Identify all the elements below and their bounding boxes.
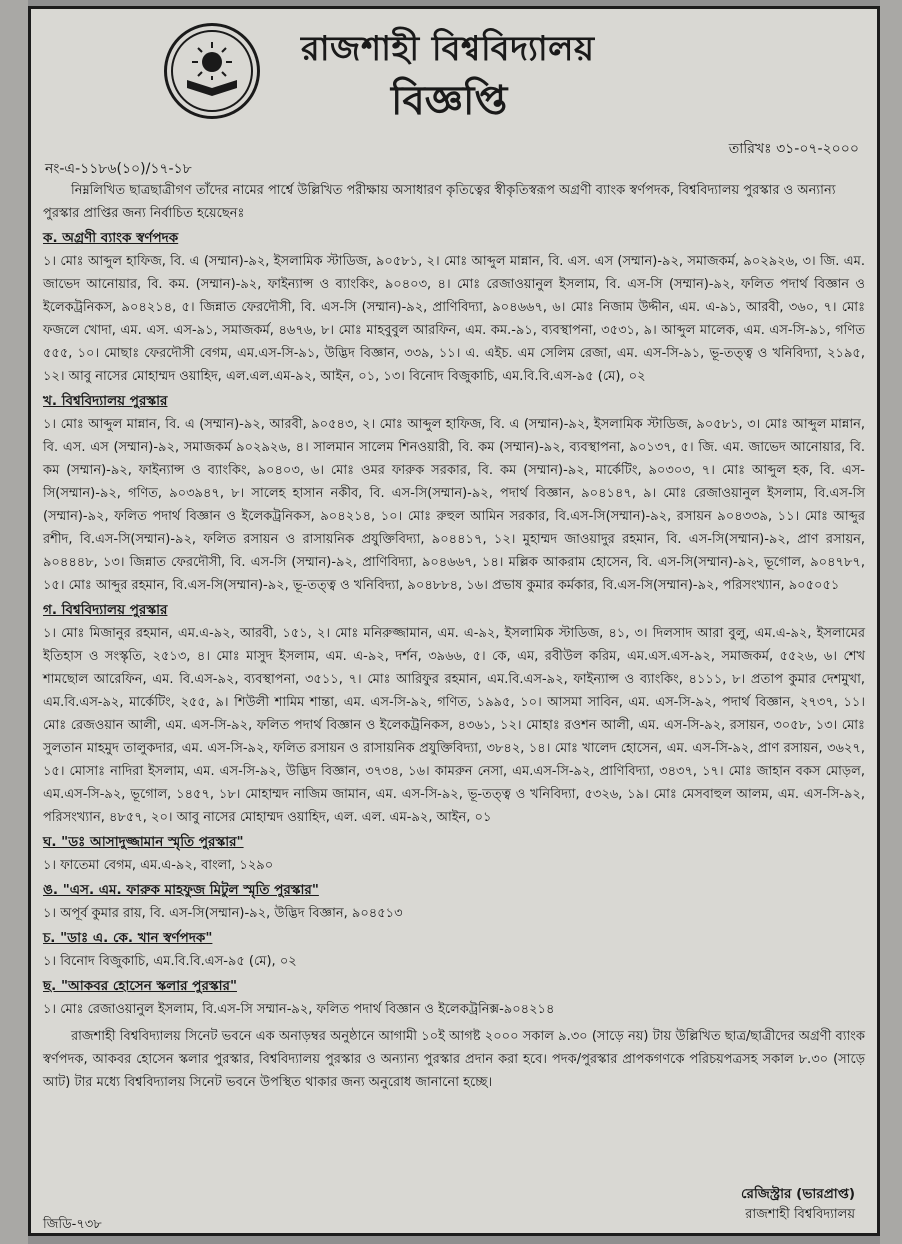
newspaper-background-right [880,0,902,1244]
ad-code: জিডি-৭৩৮ [43,1217,102,1232]
intro-paragraph: নিম্নলিখিত ছাত্রছাত্রীগণ তাঁদের নামের পার্শ্বে উল্লিখিত পরীক্ষায় অসাধারণ কৃতিত্বের স্বীকৃতিস্বরূপ অগ্রণী ব্যাংক স্বর্ণপদক, বিশ্ববিদ্যালয় পুরস্কার ও অন্যান্য পুরস্কার প্রাপ্তির জন্য নির্বাচিত হয়েছেনঃ [43,183,836,221]
notice-subtitle: বিজ্ঞপ্তি [391,77,508,124]
section-university-award-1 [43,390,865,597]
notice-box [28,6,880,1236]
section-list: ১। মোঃ রেজাওয়ানুল ইসলাম, বি.এস-সি সম্মান-৯২, ফলিত পদার্থ বিজ্ঞান ও ইলেকট্রনিক্স-৯০৪২১৪ [43,1002,555,1017]
section-heading: খ. বিশ্ববিদ্যালয় পুরস্কার [43,393,168,409]
notice-date: তারিখঃ ৩১-০৭-২০০০ [728,141,859,157]
section-agrani-bank-gold-medal [43,227,865,388]
section-heading: ক. অগ্রণী ব্যাংক স্বর্ণপদক [43,230,179,246]
section-university-award-2 [43,599,865,829]
signature-org: রাজশাহী বিশ্ববিদ্যালয় [745,1207,855,1222]
section-akbar-hossain-scholar-award [43,975,865,1021]
newspaper-background-left [0,0,28,1244]
section-list: ১। বিনোদ বিজুকাচি, এম.বি.বি.এস-৯৫ (মে), ০২ [43,954,297,969]
memo-number: নং-এ-১১৮৬(১০)/১৭-১৮ [45,161,192,177]
section-ak-khan-gold-medal [43,927,865,973]
section-list: ১। মোঃ মিজানুর রহমান, এম.এ-৯২, আরবী, ১৫১, ২। মোঃ মনিরুজ্জামান, এম. এ-৯২, ইসলামিক স্টাডিজ, ৪১, ৩। দিলসাদ আরা বুলু, এম.এ-৯২, ইসলামের ইতিহাস ও সংস্কৃতি, ২৫১৩, ৪। মোঃ মাসুদ ইসলাম, এম. এ-৯২, দর্শন, ৩৯৬৬, ৫। কে, এম, রবীউল করিম, এম.এস.এস-৯২, সমাজকর্ম, ৫৫২৬, ৬। শেখ শামছোল আরেফিন, এম. বি.এস-৯২, ব্যবস্থাপনা, ৩৫১১, ৭। মোঃ আরিফুর রহমান, এম.বি.এস-৯২, ফাইন্যান্স ও ব্যাংকিং, ৪১১১, ৮। প্রতাপ কুমার দেশমুখা, এম.বি.এস-৯২, মার্কেটিং, ২৫৫, ৯। শিউলী শামিম শান্তা, এম. এস-সি-৯২, গণিত, ১৯৯৫, ১০। আসমা সাবিন, এম. এস-সি-৯২, পদার্থ বিজ্ঞান, ২৭৩৭, ১১। মোঃ রেজওয়ান আলী, এম. এস-সি-৯২, ফলিত পদার্থ বিজ্ঞান ও ইলেকট্রনিকস, ৪৩৬১, ১২। মোহাঃ রওশন আলী, এম. এস-সি-৯২, রসায়ন, ৩০৫৮, ১৩। মোঃ সুলতান মাহমুদ তালুকদার, এম. এস-সি-৯২, ফলিত রসায়ন ও রাসায়নিক প্রযুক্তিবিদ্যা, ৩৮৪২, ১৪। মোঃ খালেদ হোসেন, এম. এস-সি-৯২, প্রাণ রসায়ন, ৩৬২৭, ১৫। মোসাঃ নাদিরা ইসলাম, এম. এস-সি-৯২, উদ্ভিদ বিজ্ঞান, ৩৭৩৪, ১৬। কামরুন নেসা, এম.এস-সি-৯২, প্রাণিবিদ্যা, ৩৪৩৭, ১৭। মোঃ জাহান বকস মোড়ল, এম.এস-সি-৯২, ভূগোল, ১৪৫৭, ১৮। মোহাম্মদ নাজিম জামান, এম. এস-সি-৯২, ভূ-তত্ত্ব ও খনিবিদ্যা, ৫৩২৬, ১৯। মোঃ মেসবাহুল আলম, এম. এস-সি-৯২, পরিসংখ্যান, ৪৮৫৭, ২০। আবু নাসের মোহাম্মদ ওয়াহিদ, এল. এল. এম-৯২, আইন, ০১ [43,626,865,825]
university-seal-icon [164,23,260,119]
section-mitul-memorial-award [43,879,865,925]
section-list: ১। অপূর্ব কুমার রায়, বি. এস-সি(সম্মান)-৯২, উদ্ভিদ বিজ্ঞান, ৯০৪৫১৩ [43,906,403,921]
section-heading: গ. বিশ্ববিদ্যালয় পুরস্কার [43,602,168,618]
section-heading: চ. "ডাঃ এ. কে. খান স্বর্ণপদক" [43,930,213,946]
section-list: ১। মোঃ আব্দুল হাফিজ, বি. এ (সম্মান)-৯২, ইসলামিক স্টাডিজ, ৯০৫৮১, ২। মোঃ আব্দুল মান্নান, বি. এস. এস (সম্মান)-৯২, সমাজকর্ম, ৯০২৯২৬, ৩। জি. এম. জাভেদ আনোয়ার, বি. কম. (সম্মান)-৯২, ফাইন্যান্স ও ব্যাংকিং, ৯০৪০৩, ৪। মোঃ রেজাওয়ানুল ইসলাম, বি. এস-সি (সম্মান)-৯২, ফলিত পদার্থ বিজ্ঞান ও ইলেকট্রনিকস, ৯০৪২১৪, ৫। জিন্নাত ফেরদৌসী, বি. এস-সি (সম্মান)-৯২, প্রাণিবিদ্যা, ৯০৪৬৬৭, ৬। মোঃ নিজাম উদ্দীন, এম. এ-৯১, আরবী, ৩৬০, ৭। মোঃ ফজলে খোদা, এম. এস. এস-৯১, সমাজকর্ম, ৪৬৭৬, ৮। মোঃ মাহবুবুল আরফিন, এম. কম.-৯১, ব্যবস্থাপনা, ৩৫৩১, ৯। আব্দুল মালেক, এম. এস-সি-৯১, গণিত ৫৫৫, ১০। মোছাঃ ফেরদৌসী বেগম, এম.এস-সি-৯১, উদ্ভিদ বিজ্ঞান, ৩৩৯, ১১। এ. এইচ. এম সেলিম রেজা, এম. এস-সি-৯১, ভূ-তত্ত্ব ও খনিবিদ্যা, ২১৯৫, ১২। আবু নাসের মোহাম্মদ ওয়াহিদ, এল.এল.এম-৯২, আইন, ০১, ১৩। বিনোদ বিজুকাচি, এম.বি.বি.এস-৯৫ (মে), ০২ [43,254,865,384]
closing-paragraph: রাজশাহী বিশ্ববিদ্যালয় সিনেট ভবনে এক অনাড়ম্বর অনুষ্ঠানে আগামী ১০ই আগষ্ট ২০০০ সকাল ৯.৩০ (সাড়ে নয়) টায় উল্লিখিত ছাত্র/ছাত্রীদের অগ্রণী ব্যাংক স্বর্ণপদক, আকবর হোসেন স্কলার পুরস্কার, বিশ্ববিদ্যালয় পুরস্কার ও অন্যান্য পুরস্কার প্রদান করা হবে। পদক/পুরস্কার প্রাপকগণকে পরিচয়পত্রসহ সকাল ৮.৩০ (সাড়ে আট) টার মধ্যে বিশ্ববিদ্যালয় সিনেট ভবনে উপস্থিত থাকার জন্য অনুরোধ জানানো হচ্ছে। [43,1029,865,1090]
section-asaduzzaman-memorial-award [43,831,865,877]
section-heading: ঙ. "এস. এম. ফারুক মাহফুজ মিটুল স্মৃতি পুরস্কার" [43,882,319,898]
section-list: ১। ফাতেমা বেগম, এম.এ-৯২, বাংলা, ১২৯০ [43,858,274,873]
section-heading: ছ. "আকবর হোসেন স্কলার পুরস্কার" [43,978,237,994]
university-title: রাজশাহী বিশ্ববিদ্যালয় [301,29,595,69]
section-list: ১। মোঃ আব্দুল মান্নান, বি. এ (সম্মান)-৯২, আরবী, ৯০৫৪৩, ২। মোঃ আব্দুল হাফিজ, বি. এ (সম্মান)-৯২, ইসলামিক স্টাডিজ, ৯০৫৮১, ৩। মোঃ আব্দুল মান্নান, বি. এস. এস (সম্মান)-৯২, সমাজকর্ম ৯০২৯২৬, ৪। সালমান সালেম শিনওয়ারী, বি. কম (সম্মান)-৯২, ব্যবস্থাপনা, ৯০১৩৭, ৫। জি. এম. জাভেদ আনোয়ার, বি. কম (সম্মান)-৯২, ফাইন্যান্স ও ব্যাংকিং, ৯০৪০৩, ৬। মোঃ ওমর ফারুক সরকার, বি. কম (সম্মান)-৯২, মার্কেটিং, ৯০৩০৩, ৭। মোঃ আব্দুল হক, বি. এস-সি(সম্মান)-৯২, গণিত, ৯০৩৯৪৭, ৮। সালেহ হাসান নকীব, বি. এস-সি(সম্মান)-৯২, পদার্থ বিজ্ঞান, ৯০৪১৪৭, ৯। মোঃ রেজাওয়ানুল ইসলাম, বি.এস-সি (সম্মান)-৯২, ফলিত পদার্থ বিজ্ঞান ও ইলেকট্রনিকস, ৯০৪২১৪, ১০। মোঃ রুহুল আমিন সরকার, বি.এস-সি(সম্মান)-৯২, রসায়ন ৯০৪৩৩৯, ১১। মোঃ আব্দুর রশীদ, বি.এস-সি(সম্মান)-৯২, ফলিত রসায়ন ও রাসায়নিক প্রযুক্তিবিদ্যা, ৯০৪৪১৭, ১২। মুহাম্মদ জাওয়াদুর রহমান, বি. এস-সি(সম্মান)-৯২, প্রাণ রসায়ন, ৯০৪৪৪৮, ১৩। জিন্নাত ফেরদৌসী, বি. এস-সি (সম্মান)-৯২, প্রাণিবিদ্যা, ৯০৪৬৬৭, ১৪। মল্লিক আকরাম হোসেন, বি. এস-সি(সম্মান)-৯২, ভূগোল, ৯০৪৭৮৭, ১৫। মোঃ আব্দুর রহমান, বি.এস-সি(সম্মান)-৯২, ভূ-তত্ত্ব ও খনিবিদ্যা, ৯০৪৮৮৪, ১৬। প্রভাষ কুমার কর্মকার, বি.এস-সি(সম্মান)-৯২, পরিসংখ্যান, ৯০৫০৫১ [43,417,865,593]
signature-title: রেজিস্ট্রার (ভারপ্রাপ্ত) [741,1186,855,1202]
notice-header [31,9,877,157]
section-heading: ঘ. "ডঃ আসাদুজ্জামান স্মৃতি পুরস্কার" [43,834,244,850]
notice-body [43,179,865,1094]
